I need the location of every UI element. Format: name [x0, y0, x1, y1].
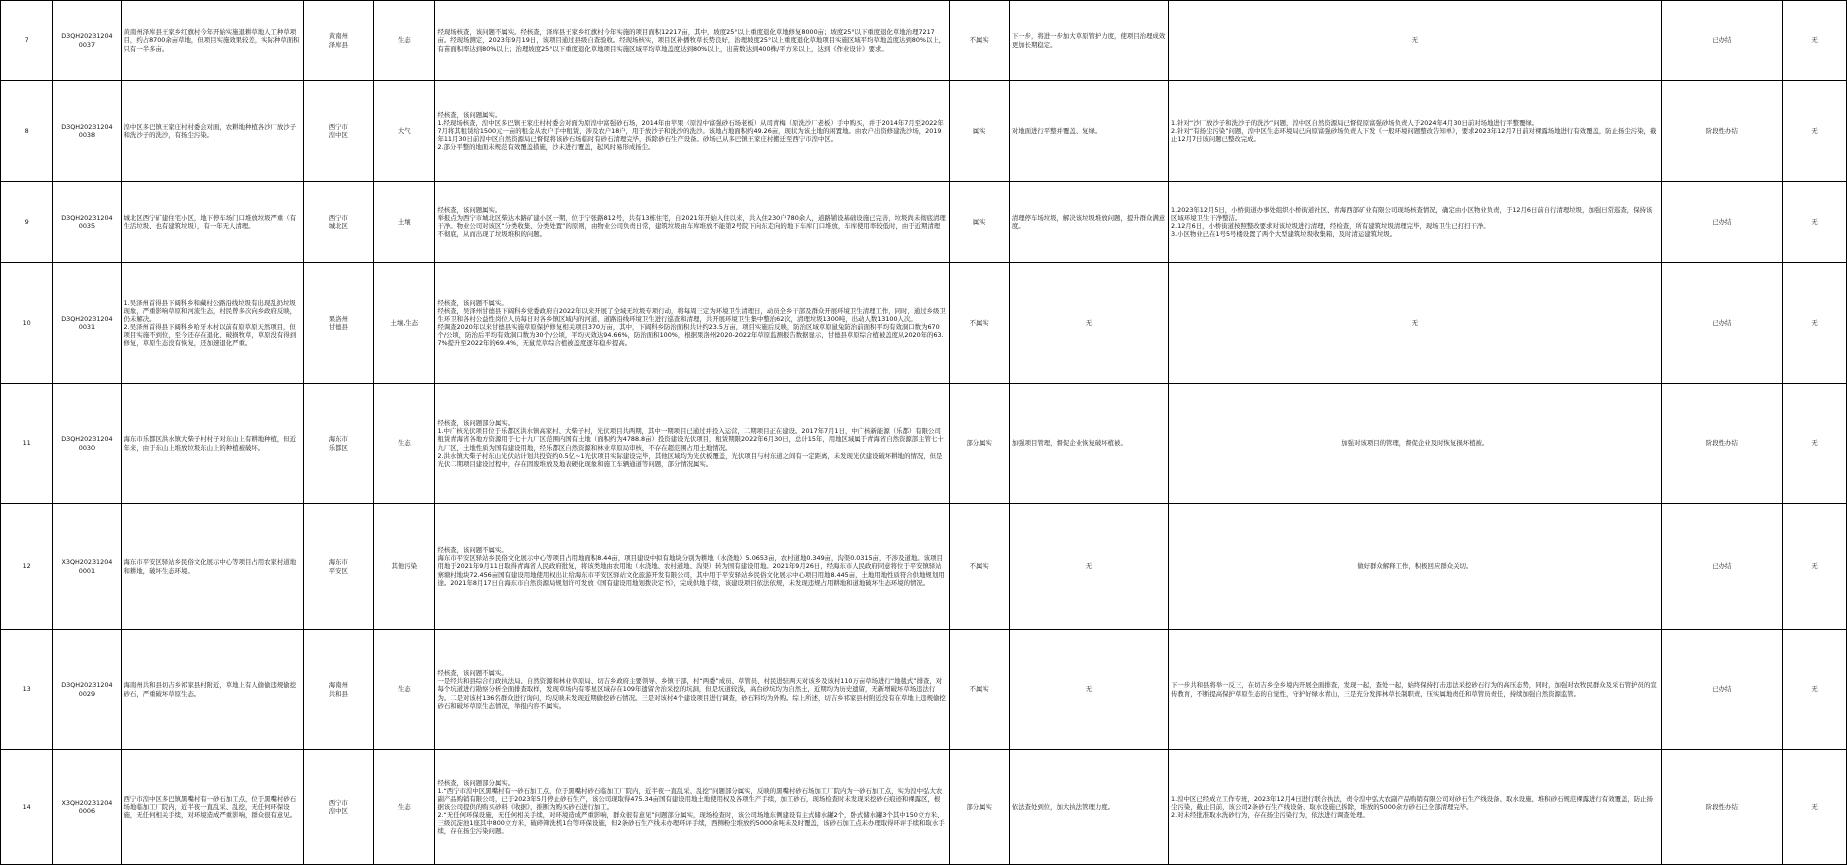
pollution-type-text: 大气 — [397, 126, 411, 135]
cell-handling-measures — [1009, 504, 1168, 630]
issue-description-text: 海南州共和县切吉乡祁家县村附近，草地上有人偷偷违规偷挖砂石，严重破坏草原生态。 — [123, 681, 297, 698]
case-code-text: D3QH20231204 0035 — [61, 213, 113, 230]
investigation-result-text: 经核查，该问题不属实。 经核查，吴泽州甘德县下阔科乡党委政府自2022年以来开展了全域无垃圾专项行动，将每周三定为环境卫生清理日，动员全乡干部及群众开展环境卫生清理工作，同时，通过乡级卫生环卫和各村公益性岗位人员每日对各乡镇区域内的河道、道路沿线环境卫生进行巡查和清理，共开展环境卫生集中整治62次，清理垃圾1300吨，出动人数13100人次。 经调查2020年以来甘德县实施草原保护修复相关项目370万亩，其中，下阔科乡防治面积共计约23.5万亩，项目实施后反映，防治区域草原鼠兔防治前面积平均有效洞口数为670个/公顷，防治后平均有效洞口数为30个/公顷，平均灭效达94.66%，防治面积100%，根据果洛州2020-2022年草原监测报告数据显示，甘德县草原综合植被盖度从2020年的63.7%提升至2022年的69.4%，无鼠荒草综合植被盖度逐年稳步提高。 — [437, 298, 946, 348]
issue-description-text: 海东市乐都区洪水镇大柴子村村子对东山上有耕地种植，但近年来，由于东山上堆放垃圾东山上的种植被破坏。 — [123, 435, 297, 452]
case-code-text: D3QH20231204 0037 — [61, 32, 113, 49]
rectification-status-text: 1.2023年12月5日，小桥街道办事处组织小桥街道社区、青海西部矿业有限公司现场核查情况，确定由小区物业负责，于12月6日前自行清理垃圾，加强日常巡查，保持该区域环境卫生干净整洁。 2.12月6日，小桥街道按照整改要求对该垃圾进行清理，经检查，所有建筑垃圾清理完毕，现场卫生已打扫干净。 3.小区物业已在1号5号楼设置了两个大型建筑垃圾收集箱，及时清运建筑垃圾。 — [1171, 205, 1653, 239]
region-text: 西宁市 城北区 — [328, 213, 348, 230]
cell-row-number — [1, 384, 53, 504]
table-row — [1, 750, 1847, 865]
investigation-result-text: 经核查，该问题不属实。 一是经共和县综合行政执法局、自然资源和林业草原局、切吉乡政府主要领导、乡镇干部，村“两委”成员、草管员、村民进驻两天对该乡及该村110万亩草场进行“地毯式”排查，对每个坑道进行勘察分析全面排查取样，发现草场内有零星区域存在109年遗留舍治采挖的坑洞，但是坑道较浅，高台砂坑均为自然土，近期均为历史遗留，无新增破坏草场违法行为。二是对该村136名群众进行询问，均反映未发现近期偷挖砂石情况。三是对该村4个建设项目进行调查，砂石料均为外购。综上所述，切吉乡祁家县村附近没有在草地上违规偷挖砂石和破坏草原生态情况，举报内容不属实。 — [437, 669, 946, 710]
cell-handling-measures — [1009, 1, 1168, 81]
cell-rectification-status — [1169, 263, 1661, 384]
cell-accountability — [1783, 182, 1847, 263]
cell-accountability — [1783, 630, 1847, 750]
cell-pollution-type — [374, 384, 435, 504]
row-number-text: 12 — [22, 562, 31, 571]
cell-accountability — [1783, 81, 1847, 182]
case-code-text: D3QH20231204 0031 — [61, 314, 113, 331]
case-status-text: 已办结 — [1712, 318, 1732, 327]
cell-verdict — [949, 630, 1009, 750]
cell-case-code — [53, 1, 121, 81]
cell-rectification-status — [1169, 384, 1661, 504]
cell-case-code — [53, 263, 121, 384]
case-status-text: 已办结 — [1712, 217, 1732, 226]
cell-issue-description — [121, 263, 303, 384]
accountability-text: 无 — [1811, 36, 1818, 45]
cell-issue-description — [121, 384, 303, 504]
cell-pollution-type — [374, 1, 435, 81]
cell-accountability — [1783, 1, 1847, 81]
cell-investigation-result — [435, 81, 949, 182]
case-code-text: X3QH20231204 0006 — [61, 798, 113, 815]
accountability-text: 无 — [1811, 802, 1818, 811]
cell-investigation-result — [435, 384, 949, 504]
investigation-result-text: 经现场核查，该问题不属实。经核查，泽库县王家乡红旗村今年实施的项目面积12217亩，其中，坡度25°以上重度退化草地修复8000亩；坡度25°以下重度退化草地治理7217亩。经现场测定，2023年9月19日，该项目通过县级自查验收。经现场核实，项目区补播牧草长势良好，治理坡度25°以上重度退化草地项目实施区域平均草地盖度达到80%以上，有苗面积率达到80%以上；治理坡度25°以下重度退化草地项目实施区域平均草地盖度达到80%以上，出苗数达到400株/平方米以上，达到《作业设计》要求。 — [437, 28, 946, 53]
issue-description-text: 城北区西宁矿建住宅小区，地下停车场门口堆放垃圾严重（有生活垃圾、也有建筑垃圾），有一年无人清理。 — [123, 213, 297, 230]
cell-pollution-type — [374, 81, 435, 182]
pollution-type-text: 生态 — [397, 36, 411, 45]
cell-handling-measures — [1009, 384, 1168, 504]
row-number-text: 7 — [24, 36, 29, 45]
cell-case-status — [1661, 182, 1783, 263]
row-number-text: 14 — [22, 802, 31, 811]
accountability-text: 无 — [1811, 562, 1818, 571]
case-status-text: 已办结 — [1712, 562, 1732, 571]
handling-measures-text: 下一步，将进一步加大草原管护力度，使项目治理成效更加长期稳定。 — [1011, 32, 1166, 49]
issue-description-text: 西宁市湟中区多巴镇黑嘴村有一砂石加工点，位于黑嘴村砂石场地临加工厂院内，近半夜一直乱采、乱挖，无任何环保设施，无任何相关手续，对环境造成严重影响，群众很有意见。 — [123, 794, 297, 820]
verdict-text: 部分属实 — [966, 439, 992, 448]
cell-verdict — [949, 182, 1009, 263]
case-status-text: 已办结 — [1712, 685, 1732, 694]
cell-region — [303, 263, 374, 384]
region-text: 西宁市 湟中区 — [328, 798, 348, 815]
cell-pollution-type — [374, 750, 435, 865]
investigation-result-text: 经核查，该问题属实。 1.经现场核查，湟中区多巴镇王家庄村村委会对面为原湟中富强砂石场，2014年由苹果（原湟中富强砂石场老板）从司青梅（原洗沙厂老板）手中购买，并于2014年7月至2022年7月将其租赁给1500元一亩的租金从农户手中租赁，涉及农户18户，用于放沙子和洗沙的洗沙。该地占地面积约49.26亩，现状为该土地的闲置地。由农户出资修建洗沙场，2019年11月30日前湟中区自然资源局已督促将该砂石场临时有砂石清理完毕，拆除砂石生产设备。砂场已从多巴镇王家庄村搬迁至西宁市湟中区。 2.部分平整的地面未规范有效覆盖措施，沙未进行覆盖，起风时易形成扬尘。 — [437, 110, 944, 152]
cell-case-status — [1661, 81, 1783, 182]
cell-pollution-type — [374, 263, 435, 384]
cell-investigation-result — [435, 1, 949, 81]
issue-description-text: 1.吴泽州首得县下阔科乡和藏村公路沿线垃圾有出现乱扔垃圾现象，严重影响草原和河流生态，村民曾多次向乡政府反映，仍未解决。 2.吴泽州首得县下阔科乡哈牙木村以前有原草原天然项目，但项目实施不到位，至今还存在退化、破损牧草，草原没有得到修复，草原生态没有恢复，还加速退化严重。 — [123, 298, 297, 348]
cell-investigation-result — [435, 630, 949, 750]
cell-case-status — [1661, 263, 1783, 384]
rectification-status-text: 无 — [1411, 318, 1418, 327]
rectification-status-text: 1.湟中区已经成立工作专班，2023年12月4日进行联合执法，责令湟中弘大农副产品购销有限公司对砂石生产线设备、取水设施、堆积砂石规范裸露进行有效覆盖，防止扬尘污染，截止目前，该公司2条砂石生产线设备、取水设施已拆除，堆放的5000余方砂石已全部清理完毕。 2.对未经批准取水洗砂行为，存在扬尘污染行为，依法进行调查处理。 — [1171, 794, 1653, 820]
cell-case-status — [1661, 384, 1783, 504]
cell-region — [303, 630, 374, 750]
verdict-text: 属实 — [972, 126, 986, 135]
accountability-text: 无 — [1811, 318, 1818, 327]
cell-issue-description — [121, 1, 303, 81]
pollution-type-text: 其他污染 — [391, 562, 418, 571]
handling-measures-text: 依法查处到位，加大执法管理力度。 — [1011, 802, 1115, 811]
pollution-type-text: 土壤,生态 — [390, 318, 419, 327]
region-text: 黄南州 泽库县 — [328, 32, 348, 49]
case-status-text: 阶段性办结 — [1705, 802, 1738, 811]
region-text: 海东市 平安区 — [328, 558, 348, 575]
cell-case-code — [53, 750, 121, 865]
handling-measures-text: 对地面进行平整并覆盖、复绿。 — [1011, 126, 1102, 135]
region-text: 海东市 乐都区 — [328, 435, 348, 452]
cell-region — [303, 504, 374, 630]
verdict-text: 部分属实 — [966, 802, 992, 811]
cell-case-code — [53, 630, 121, 750]
cell-accountability — [1783, 263, 1847, 384]
row-number-text: 9 — [24, 217, 29, 226]
pollution-type-text: 生态 — [397, 685, 411, 694]
cell-case-status — [1661, 750, 1783, 865]
table-row — [1, 263, 1847, 384]
case-status-text: 已办结 — [1712, 36, 1732, 45]
case-code-text: X3QH20231204 0001 — [61, 558, 113, 575]
cell-accountability — [1783, 750, 1847, 865]
cell-investigation-result — [435, 504, 949, 630]
cell-region — [303, 182, 374, 263]
rectification-status-text: 无 — [1411, 36, 1418, 45]
rectification-status-text: 1.针对“沙厂放沙子和洗沙子的洗沙”问题，湟中区自然资源局已督促原富强砂场负责人于2024年4月30日前对场地进行平整覆绿。 2.针对“有扬尘污染”问题，湟中区生态环境局已向原富强砂场负责人下发《一般环境问题整改告知单》，要求2023年12月7日前对裸露场地进行有效覆盖，防止扬尘污染，截止12月7日该问题已整改完成。 — [1171, 118, 1657, 144]
verdict-text: 属实 — [972, 217, 986, 226]
pollution-type-text: 生态 — [397, 802, 411, 811]
table-body — [1, 1, 1847, 865]
investigation-result-text: 经核查，该问题部分属实。 1.“西宁市湟中区黑嘴村有一砂石加工点，位于黑嘴村砂石临加工厂院内，近半夜一直乱采、乱挖”问题部分属实，反映的黑嘴村砂石场加工厂院内为一砂石加工点，实为湟中弘大农副产品购销有限公司，已于2023年5月停止砂石生产，该公司现取得475.34亩国有建设用地土地使用权及各项生产手续，加工砂石，现场检查时未发现采挖砂石痕迹和裸露区，根据该公司提供的购买砂料《收据》，推断为购买砂石进行加工。 2.“无任何环保设施，无任何相关手续，对环境造成严重影响，群众很有意见”问题部分属实，现场检查时，该公司场地东侧建设有主式储水罐2个，卧式储水罐3个其中150立方米、三级沉淀池1座其中800立方米，破碎筛洗机1台等环保设施，但2条砂石生产线未办理环评手续，西侧粉尘堆放约5000余吨未及时覆盖，该砂石加工点未办理取得环评手续和取水手续，存在扬尘污染问题。 — [437, 778, 945, 836]
cell-accountability — [1783, 504, 1847, 630]
region-text: 西宁市 湟中区 — [328, 122, 348, 139]
cell-case-code — [53, 384, 121, 504]
cell-investigation-result — [435, 750, 949, 865]
rectification-status-text: 下一步共和县将举一反三，在切吉乡全乡境内开展全面排查，发现一起，查处一起，始终保持打击违法采挖砂石行为的高压态势，同时，加强对农牧民群众及采石管护员的宣传教育，不断提高保护草原生态的自觉性，守护好绿水青山，三是充分发挥林草长制职责，压实属地责任和草管员责任，持续加强自然资源监管。 — [1171, 681, 1657, 698]
table-row — [1, 384, 1847, 504]
pollution-type-text: 土壤 — [397, 217, 411, 226]
table-row — [1, 630, 1847, 750]
verdict-text: 不属实 — [969, 685, 989, 694]
cell-region — [303, 81, 374, 182]
cell-rectification-status — [1169, 81, 1661, 182]
cell-issue-description — [121, 81, 303, 182]
table-row — [1, 182, 1847, 263]
table-row — [1, 504, 1847, 630]
cell-row-number — [1, 182, 53, 263]
cell-handling-measures — [1009, 750, 1168, 865]
cell-rectification-status — [1169, 750, 1661, 865]
cell-investigation-result — [435, 182, 949, 263]
cell-row-number — [1, 1, 53, 81]
cell-verdict — [949, 504, 1009, 630]
cell-investigation-result — [435, 263, 949, 384]
cell-case-status — [1661, 504, 1783, 630]
cell-row-number — [1, 263, 53, 384]
accountability-text: 无 — [1811, 439, 1818, 448]
cell-pollution-type — [374, 630, 435, 750]
cell-case-status — [1661, 630, 1783, 750]
cell-region — [303, 750, 374, 865]
investigation-result-text: 经核查，该问题部分属实。 1.中广核光伏项目位于乐都区洪水镇高家村、大柴子村，光伏项目共两期，其中一期项目已通过并投入运营，二期项目正在建设。2017年7月1日，中广核新能源（乐都）有限公司租赁青海省各地方资源用于七十九厂区范围内国有土地（面积约为4788.8亩）投资建设光伏项目，租赁期限2022年6月30日，总计15年，用地区域属于青海省自然资源部主管七十九厂区，土地性质为国有建设用地，经乐都区自然资源和林业草原局审核，不存在超范围占用土地情况。 2.洪水镇大柴子村东山光伏站计划共投资约0.5亿~1光伏项目实际建设完毕，其他区域均为光伏板覆盖，光伏项目与村东道之间有一定距离，未发现光伏建设破坏耕地的情况，但是光伏二期项目建设过程中，存在固废堆放及地表硬化现象和施工车辆通道等问题，部分情况属实。 — [437, 419, 944, 468]
case-status-text: 阶段性办结 — [1705, 126, 1738, 135]
verdict-text: 不属实 — [969, 318, 989, 327]
cell-pollution-type — [374, 504, 435, 630]
row-number-text: 8 — [24, 126, 29, 135]
pollution-type-text: 生态 — [397, 439, 411, 448]
cell-verdict — [949, 1, 1009, 81]
rectification-status-text: 做好群众解释工作，积极回应群众关切。 — [1357, 562, 1473, 571]
issue-description-text: 黄南州泽库县王家乡红旗村今年开始实施退耕草地人工种草项目，约占8700余亩草地，但项目实施效果较差，实际种草面积只有一半多亩。 — [123, 28, 300, 53]
cell-handling-measures — [1009, 182, 1168, 263]
handling-measures-text: 无 — [1085, 562, 1093, 571]
cell-issue-description — [121, 750, 303, 865]
cell-rectification-status — [1169, 1, 1661, 81]
cell-row-number — [1, 630, 53, 750]
issue-description-text: 海东市平安区驿站乡民俗文化展示中心等项目占用农家村道地和耕地，破坏生态环境。 — [123, 558, 297, 575]
cell-row-number — [1, 750, 53, 865]
cell-verdict — [949, 384, 1009, 504]
verdict-text: 不属实 — [969, 36, 989, 45]
accountability-text: 无 — [1811, 126, 1818, 135]
region-text: 果洛州 甘德县 — [328, 314, 348, 331]
issue-description-text: 湟中区多巴镇王家庄村村委会对面，农耕地种植各沙厂放沙子和洗沙子的洗沙，有扬尘污染。 — [123, 122, 297, 139]
cell-pollution-type — [374, 182, 435, 263]
cell-handling-measures — [1009, 81, 1168, 182]
cell-accountability — [1783, 384, 1847, 504]
handling-measures-text: 无 — [1085, 318, 1093, 327]
cell-region — [303, 1, 374, 81]
cell-region — [303, 384, 374, 504]
cell-verdict — [949, 263, 1009, 384]
cell-rectification-status — [1169, 182, 1661, 263]
cell-case-code — [53, 504, 121, 630]
case-status-text: 阶段性办结 — [1705, 439, 1738, 448]
rectification-status-text: 加强对该项目的管理，督促企业及时恢复损坏植被。 — [1341, 439, 1489, 448]
cell-issue-description — [121, 504, 303, 630]
verdict-text: 不属实 — [969, 562, 989, 571]
table-row — [1, 81, 1847, 182]
handling-measures-text: 加强项目管理，督促企业恢复破坏植被。 — [1011, 439, 1127, 448]
cell-rectification-status — [1169, 504, 1661, 630]
case-code-text: D3QH20231204 0029 — [61, 681, 113, 698]
investigation-result-text: 经核查，该问题不属实。 海东市平安区驿站乡民俗文化展示中心等项目占用地面积8.44亩，项目建设中拟有地块分别为耕地（水浇地）5.0653亩，农村道地0.349亩，沟渠0.0315亩，不涉及道地。该项目用地于2021年9月11日取得青海省人民政府批复，将该类地由农用地（水浇地、农村道地、沟渠）转为国有建设用地。2021年9月26日，经海东市人民政府同意将位于平安镇驿站寨塘村地块72.456亩国有建设用地使用权出让给海东市平安区驿站文化旅游开发有限公司，其中用于平安驿站乡民俗文化展示中心项目用地8.445亩，土地用地性质符合供地规划用途。2021年8月17日自海东市自然资源局规划许可发放《国有建设用地划拨决定书》，完成供地手续，该建设项目依法依规，未发现违规占用耕地和道地破坏生态环境的情况。 — [437, 546, 945, 587]
accountability-text: 无 — [1811, 685, 1818, 694]
row-number-text: 11 — [22, 439, 31, 448]
investigation-result-text: 经核查，该问题属实。 举报点为西宁市城北区柴达木路矿建小区一期，位于宁张路812号，共有13栋住宅，自2021年开始入住以来，共入住230户780余人，道路铺设基础设施已完善，垃圾尚未彻底清理干净。物业公司对该区“分类收集、分类处置”的原则，由物业公司负责日常，建筑垃圾由车库堆放不能第2号院下向东走向的地下车库门口堆放，车库使用率较低时，由于近期清理不彻底，从而出现了垃圾堆积的问题。 — [437, 205, 946, 239]
cell-issue-description — [121, 182, 303, 263]
cell-case-code — [53, 81, 121, 182]
row-number-text: 13 — [22, 685, 31, 694]
cell-issue-description — [121, 630, 303, 750]
cell-verdict — [949, 750, 1009, 865]
cell-case-status — [1661, 1, 1783, 81]
case-code-text: D3QH20231204 0030 — [61, 435, 113, 452]
accountability-text: 无 — [1811, 217, 1818, 226]
handling-measures-text: 无 — [1085, 685, 1093, 694]
cell-verdict — [949, 81, 1009, 182]
cell-handling-measures — [1009, 263, 1168, 384]
cell-row-number — [1, 81, 53, 182]
region-text: 海南州 共和县 — [328, 681, 348, 698]
table-row — [1, 1, 1847, 81]
handling-measures-text: 清理停车场垃圾，解决该垃圾堆放问题，提升群众满意度。 — [1011, 213, 1166, 230]
cell-handling-measures — [1009, 630, 1168, 750]
case-code-text: D3QH20231204 0038 — [61, 122, 113, 139]
cell-case-code — [53, 182, 121, 263]
cell-rectification-status — [1169, 630, 1661, 750]
cell-row-number — [1, 504, 53, 630]
row-number-text: 10 — [22, 318, 31, 327]
